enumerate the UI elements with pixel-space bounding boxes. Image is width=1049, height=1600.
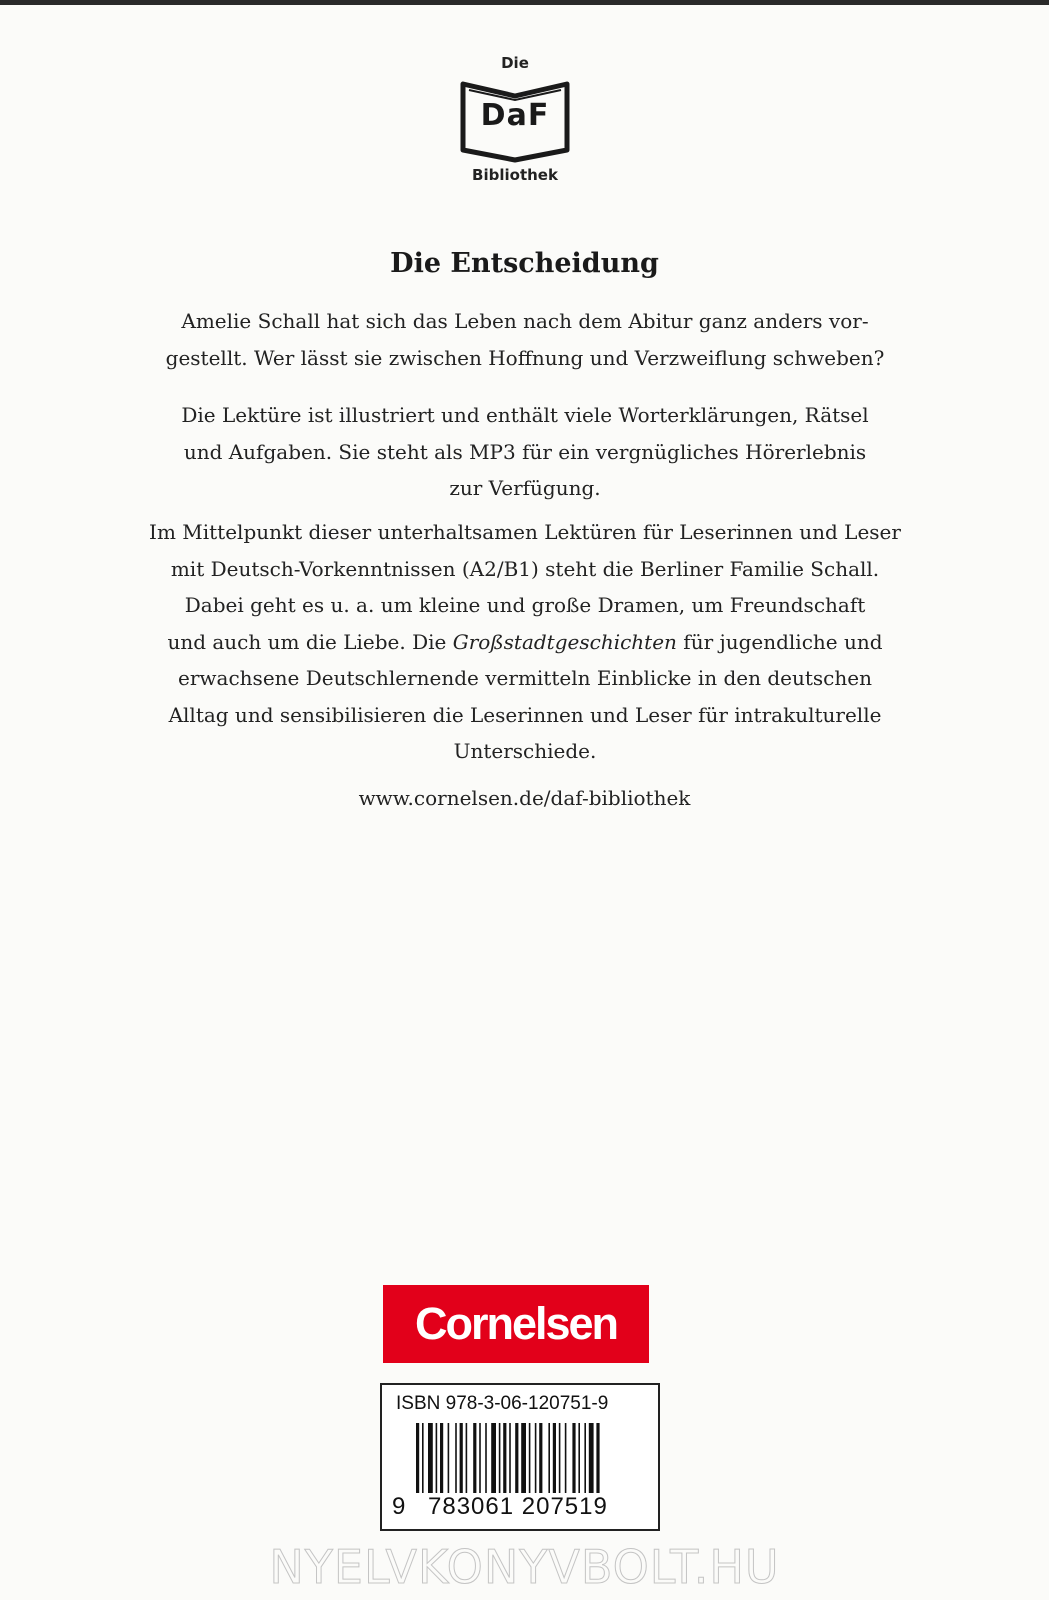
barcode-first-digit: 9 — [392, 1493, 406, 1520]
top-edge — [0, 0, 1049, 5]
series-name-italic: Großstadtgeschichten — [452, 629, 677, 654]
paragraph-synopsis — [110, 303, 940, 376]
text-line: und Aufgaben. Sie steht als MP3 für ein vergnügliches Hörerlebnis — [183, 439, 867, 464]
barcode-bar — [460, 1423, 463, 1493]
barcode-bar — [515, 1423, 518, 1493]
isbn-barcode-box — [380, 1383, 660, 1531]
text-segment: und auch um die Liebe. Die — [167, 629, 453, 654]
barcode-bar — [428, 1423, 433, 1493]
barcode — [416, 1423, 626, 1493]
barcode-bar — [521, 1423, 526, 1493]
barcode-bar — [499, 1423, 501, 1493]
logo-top-text: Die — [501, 54, 529, 72]
text-segment: für jugendliche und — [676, 629, 883, 654]
text-line: erwachsene Deutschlernende vermitteln Einblicke in den deutschen — [178, 666, 872, 690]
barcode-bar — [529, 1423, 531, 1493]
barcode-bar — [584, 1423, 586, 1493]
barcode-bar — [422, 1423, 424, 1493]
text-line: Alltag und sensibilisieren die Leserinnen und Leser für intrakulturelle — [168, 702, 882, 727]
logo-bottom-text: Bibliothek — [472, 166, 558, 184]
text-line: Unterschiede. — [453, 739, 597, 763]
barcode-bar — [440, 1423, 443, 1493]
text-line: Amelie Schall hat sich das Leben nach dem Abitur ganz anders vor- — [181, 309, 869, 333]
barcode-bar — [503, 1423, 506, 1493]
text-line: zur Verfügung. — [449, 476, 601, 500]
paragraph-features — [110, 397, 940, 507]
barcode-bar — [473, 1423, 476, 1493]
barcode-bar — [535, 1423, 537, 1493]
text-line: Die Lektüre ist illustriert und enthält viele Worterklärungen, Rätsel — [181, 403, 869, 427]
barcode-bar — [578, 1423, 580, 1493]
barcode-bar — [416, 1423, 419, 1493]
watermark: NYELVKONYVBOLT.HU — [269, 1540, 780, 1594]
barcode-bar — [466, 1423, 468, 1493]
barcode-bar — [565, 1423, 567, 1493]
barcode-bar — [479, 1423, 481, 1493]
barcode-bar — [572, 1423, 575, 1493]
publisher-name: Cornelsen — [414, 1298, 618, 1349]
series-logo — [450, 54, 580, 194]
barcode-bar — [559, 1423, 561, 1493]
text-line: mit Deutsch-Vorkenntnissen (A2/B1) steht die Berliner Familie Schall. — [170, 556, 880, 581]
barcode-bar — [436, 1423, 438, 1493]
barcode-bar — [589, 1423, 594, 1493]
barcode-bar — [485, 1423, 487, 1493]
barcode-bar — [596, 1423, 599, 1493]
website-link[interactable]: www.cornelsen.de/daf-bibliothek — [358, 786, 691, 810]
barcode-bar — [491, 1423, 496, 1493]
text-line — [110, 624, 940, 661]
isbn-label: ISBN 978-3-06-120751-9 — [396, 1393, 609, 1414]
barcode-bar — [548, 1423, 550, 1493]
barcode-digits: 783061 207519 — [428, 1493, 608, 1520]
publisher-logo — [383, 1285, 649, 1363]
barcode-bar — [509, 1423, 511, 1493]
text-line: Im Mittelpunkt dieser unterhaltsamen Lektüren für Leserinnen und Leser — [149, 520, 901, 544]
barcode-bar — [455, 1423, 457, 1493]
barcode-bar — [553, 1423, 556, 1493]
text-line: gestellt. Wer lässt sie zwischen Hoffnung und Verzweiflung schweben? — [165, 345, 885, 370]
barcode-bar — [539, 1423, 542, 1493]
barcode-bar — [448, 1423, 450, 1493]
logo-main-text: DaF — [480, 98, 550, 133]
book-title: Die Entscheidung — [390, 248, 659, 279]
text-line: Dabei geht es u. a. um kleine und große Dramen, um Freundschaft — [184, 593, 866, 617]
paragraph-series-description — [110, 514, 940, 770]
